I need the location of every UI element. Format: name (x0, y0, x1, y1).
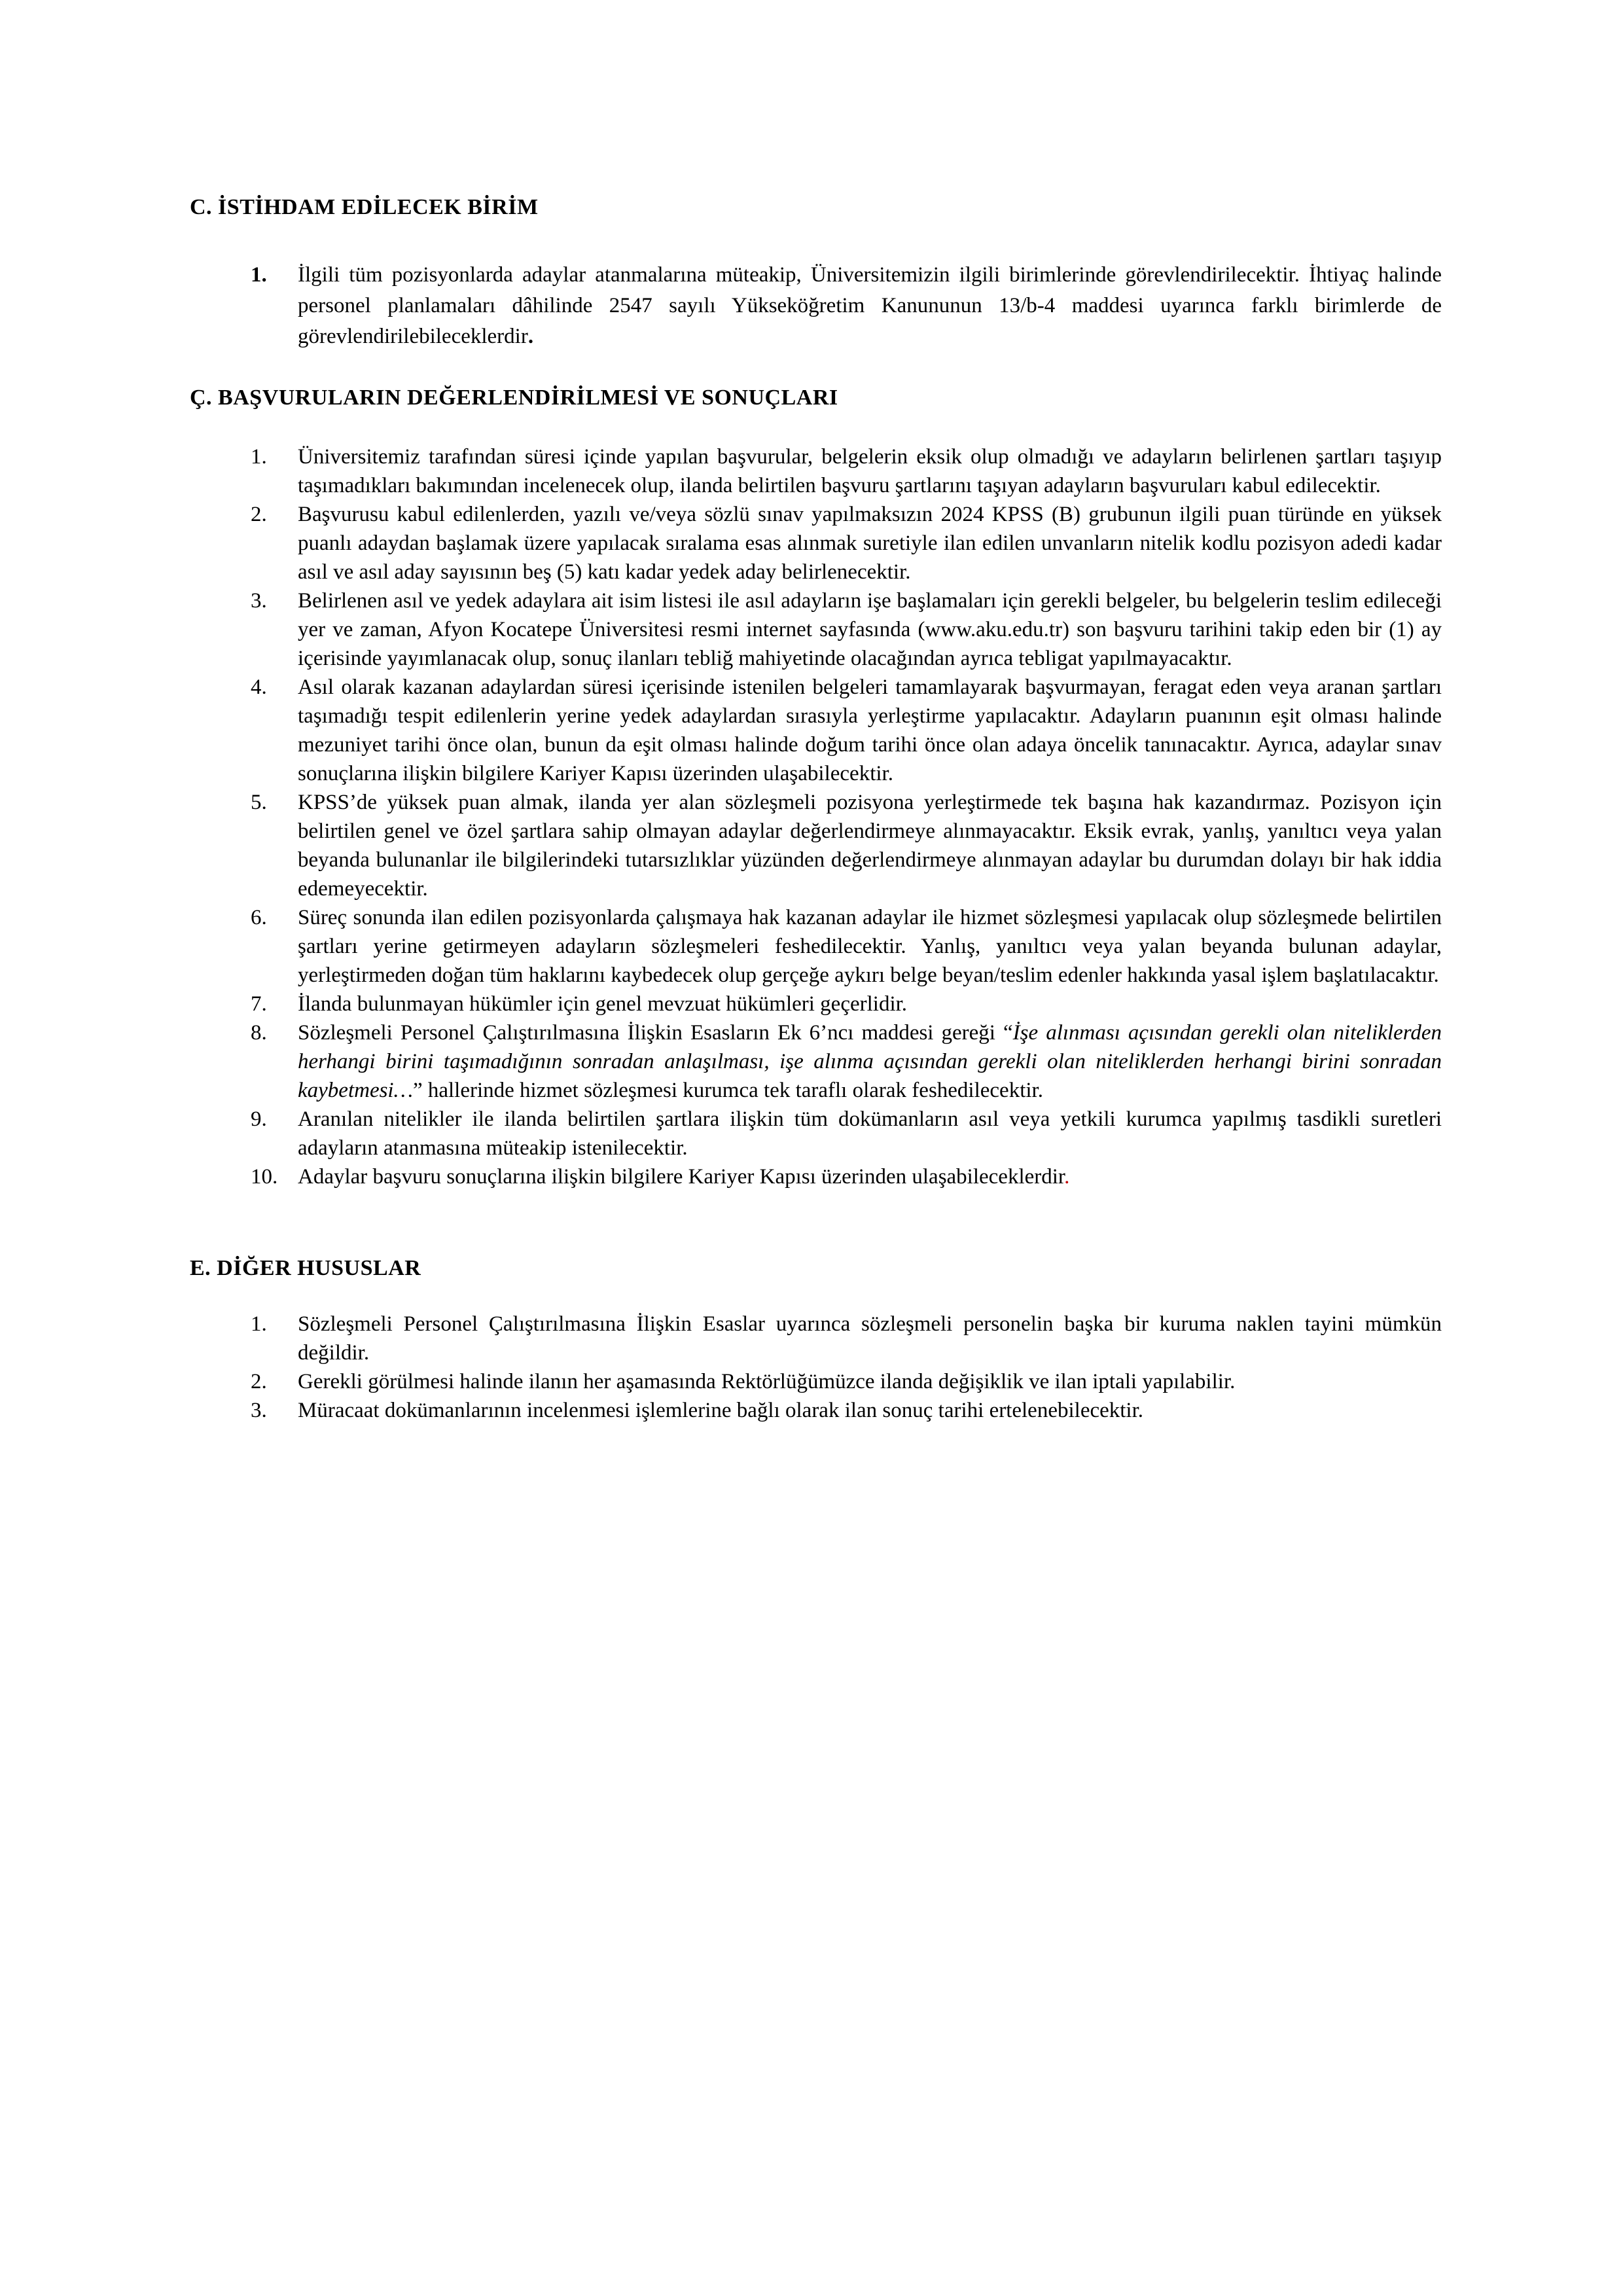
list-item-number: 1. (251, 263, 267, 287)
list-item (190, 990, 1442, 1018)
list-item-number: 2. (251, 503, 267, 526)
list-item-number: 3. (251, 1399, 267, 1422)
section-heading-e: E. DİĞER HUSUSLAR (190, 1256, 421, 1280)
text-run: Sözleşmeli Personel Çalıştırılmasına İlişkin Esasların Ek 6’ncı maddesi gereği “ (298, 1021, 1013, 1045)
list-item-text: Müracaat dokümanlarının incelenmesi işlemlerine bağlı olarak ilan sonuç tarihi ertelenebilecektir. (298, 1399, 1144, 1422)
bold-period: . (527, 325, 534, 348)
list-item-text: İlanda bulunmayan hükümler için genel mevzuat hükümleri geçerlidir. (298, 992, 908, 1016)
list-item-number: 6. (251, 906, 267, 929)
list-item-number: 3. (251, 589, 267, 613)
list-item-text (298, 1162, 1442, 1191)
list-item-number: 10. (251, 1165, 278, 1189)
document-content (190, 192, 1442, 1425)
text-run: Adaylar başvuru sonuçlarına ilişkin bilgilere Kariyer Kapısı üzerinden ulaşabileceklerdir (298, 1165, 1065, 1189)
list-item-number: 7. (251, 992, 267, 1016)
section-heading-cedilla: Ç. BAŞVURULARIN DEĞERLENDİRİLMESİ VE SONUÇLARI (190, 386, 838, 410)
list-item-text: Sözleşmeli Personel Çalıştırılmasına İlişkin Esaslar uyarınca sözleşmeli personelin başka bir kuruma naklen tayini mümkün değildir. (298, 1312, 1442, 1365)
list-item (190, 1162, 1442, 1191)
list-item-text: Aranılan nitelikler ile ilanda belirtilen şartlara ilişkin tüm dokümanların asıl veya yetkili kurumca yapılmış tasdikli suretleri adayların atanmasına müteakip istenilecektir. (298, 1107, 1442, 1160)
section-e-list (190, 1310, 1442, 1425)
list-item-number: 8. (251, 1021, 267, 1045)
list-item (190, 500, 1442, 586)
list-item-text: Süreç sonunda ilan edilen pozisyonlarda çalışmaya hak kazanan adaylar ile hizmet sözleşmesi yapılacak olup sözleşmede belirtilen şartları yerine getirmeyen adayların sözleşmeleri feshedilecektir. Yanlış, yanıltıcı veya yalan beyanda bulunan adaylar, yerleştirmeden doğan tüm haklarını kaybedecek olup gerçeğe aykırı belge beyan/teslim edenler hakkında yasal işlem başlatılacaktır. (298, 906, 1442, 987)
list-item (190, 260, 1442, 352)
list-item-text: Gerekli görülmesi halinde ilanın her aşamasında Rektörlüğümüzce ilanda değişiklik ve ilan iptali yapılabilir. (298, 1370, 1236, 1393)
section-c-list (190, 260, 1442, 352)
list-item-text (298, 1018, 1442, 1105)
list-item-number: 2. (251, 1370, 267, 1393)
list-item (190, 903, 1442, 990)
list-item-text: Belirlenen asıl ve yedek adaylara ait isim listesi ile asıl adayların işe başlamaları için gerekli belgeler, bu belgelerin teslim edileceği yer ve zaman, Afyon Kocatepe Üniversitesi resmi internet sayfasında (www.aku.edu.tr) son başvuru tarihini takip eden bir (1) ay içerisinde yayımlanacak olup, sonuç ilanları tebliğ mahiyetinde olacağından ayrıca tebligat yapılmayacaktır. (298, 589, 1442, 670)
text-run: ” hallerinde hizmet sözleşmesi kurumca tek taraflı olarak feshedilecektir. (412, 1079, 1043, 1102)
list-item-number: 9. (251, 1107, 267, 1131)
list-item-number: 5. (251, 791, 267, 814)
list-item-text: Asıl olarak kazanan adaylardan süresi içerisinde istenilen belgeleri tamamlayarak başvurmayan, feragat eden veya aranan şartları taşımadığı tespit edilenlerin yerine yedek adaylardan sırasıyla yerleştirme yapılacaktır. Adayların puanının eşit olması halinde mezuniyet tarihi önce olan, bunun da eşit olması halinde doğum tarihi önce olan adaya öncelik tanınacaktır. Ayrıca, adaylar sınav sonuçlarına ilişkin bilgilere Kariyer Kapısı üzerinden ulaşabilecektir. (298, 675, 1442, 785)
list-item (190, 1396, 1442, 1425)
italic-quote-run: İşe alınması açısından gerekli olan niteliklerden herhangi birini taşımadığının sonradan anlaşılması, işe alınma açısından gerekli olan niteliklerden herhangi birini sonradan kaybetmesi… (298, 1021, 1442, 1102)
list-item-text: Başvurusu kabul edilenlerden, yazılı ve/veya sözlü sınav yapılmaksızın 2024 KPSS (B) grubunun ilgili puan türünde en yüksek puanlı adaydan başlamak üzere yapılacak sıralama esas alınmak suretiyle ilan edilen unvanların nitelik kodlu pozisyon adedi kadar asıl ve asıl aday sayısının beş (5) katı kadar yedek aday belirlenecektir. (298, 503, 1442, 584)
list-item-text (298, 260, 1442, 352)
section-cedilla-list (190, 442, 1442, 1191)
list-item (190, 442, 1442, 500)
list-item (190, 788, 1442, 903)
red-period: . (1064, 1165, 1070, 1189)
list-item-text: KPSS’de yüksek puan almak, ilanda yer alan sözleşmeli pozisyona yerleştirmede tek başına hak kazandırmaz. Pozisyon için belirtilen genel ve özel şartlara sahip olmayan adaylar değerlendirmeye alınmayacaktır. Eksik evrak, yanlış, yanıltıcı veya yalan beyanda bulunanlar ile bilgilerindeki tutarsızlıklar yüzünden değerlendirmeye alınmayan adaylar bu durumdan dolayı bir hak iddia edemeyecektir. (298, 791, 1442, 901)
list-item (190, 1367, 1442, 1396)
list-item-number: 1. (251, 1312, 267, 1336)
list-item (190, 1105, 1442, 1162)
text-run: İlgili tüm pozisyonlarda adaylar atanmalarına müteakip, Üniversitemizin ilgili birimlerinde görevlendirilecektir. İhtiyaç halinde personel planlamaları dâhilinde 2547 sayılı Yükseköğretim Kanununun 13/b-4 maddesi uyarınca farklı birimlerde de görevlendirilebileceklerdir (298, 263, 1442, 348)
section-heading-c: C. İSTİHDAM EDİLECEK BİRİM (190, 195, 539, 219)
list-item (190, 586, 1442, 673)
list-item (190, 1018, 1442, 1105)
list-item (190, 673, 1442, 788)
list-item-number: 4. (251, 675, 267, 699)
list-item-number: 1. (251, 445, 267, 469)
list-item-text: Üniversitemiz tarafından süresi içinde yapılan başvurular, belgelerin eksik olup olmadığı ve adayların belirlenen şartları taşıyıp taşımadıkları bakımından incelenecek olup, ilanda belirtilen başvuru şartlarını taşıyan adayların başvuruları kabul edilecektir. (298, 445, 1442, 497)
list-item (190, 1310, 1442, 1367)
